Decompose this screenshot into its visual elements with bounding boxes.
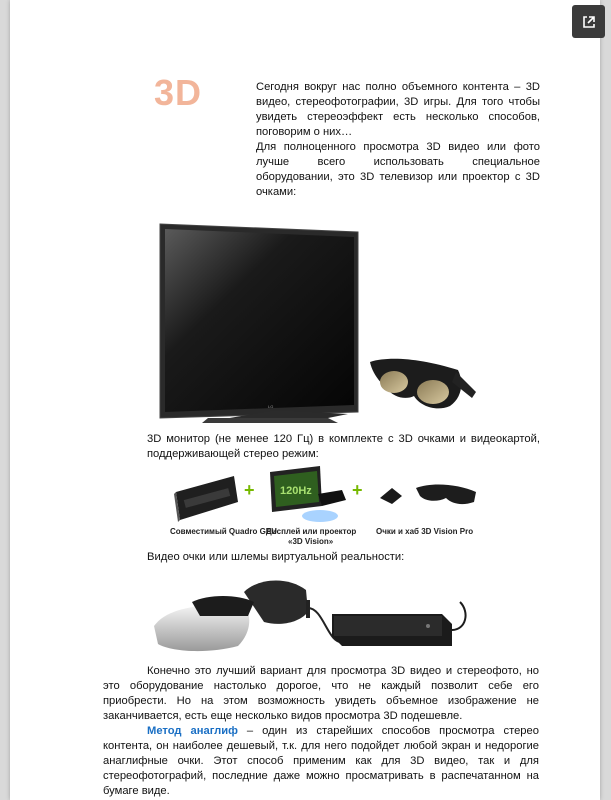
- 3d-glasses-image: [370, 359, 476, 409]
- hmd-caption: Видео очки или шлемы виртуальной реальности:: [147, 551, 405, 563]
- popout-icon: [581, 14, 597, 30]
- hub-and-glasses-image: [380, 485, 476, 505]
- display-label-1: Дисплей или проектор: [266, 527, 357, 536]
- monitor-caption: [147, 432, 540, 462]
- processor-unit-image: [332, 614, 452, 646]
- plus-sign-2: +: [352, 480, 363, 500]
- svg-text:LG: LG: [268, 404, 274, 409]
- 3d-vision-kit-image: [170, 462, 482, 550]
- anaglyph-method-term: Метод анаглиф: [147, 725, 238, 737]
- document-page: [10, 0, 600, 800]
- body-paragraph-1: Конечно это лучший вариант для просмотра 3D видео и стереофото, но это оборудование настолько дорогое, что не каждый позволит себе его приобрести. Но на этом возможность увидеть объемное изображение не заканчивается, есть еще несколько видов просмотра 3D подешевле.: [103, 665, 539, 722]
- glasses-label: Очки и хаб 3D Vision Pro: [376, 527, 474, 536]
- gpu-image: [174, 476, 238, 522]
- intro-text: [256, 80, 540, 200]
- display-image: [270, 466, 346, 522]
- intro-paragraph-1: Сегодня вокруг нас полно объемного контента – 3D видео, стереофотографии, 3D игры. Для того чтобы увидеть стереоэффект есть несколько способов, поговорим о них…: [256, 81, 540, 138]
- tv-and-glasses-image: [158, 222, 478, 427]
- monitor-caption-text: 3D монитор (не менее 120 Гц) в комплекте с 3D очками и видеокартой, поддерживающей стерео режим:: [147, 433, 540, 460]
- popout-button[interactable]: [572, 5, 605, 38]
- headset-image: [154, 580, 308, 651]
- body-text: [103, 664, 539, 799]
- display-label-2: «3D Vision»: [288, 537, 334, 546]
- plus-sign-1: +: [244, 480, 255, 500]
- page-heading: 3D: [154, 72, 203, 113]
- body-paragraph-2-text: – один из старейших способов просмотра стерео контента, он наиболее дешевый, т.к. для него подойдет любой экран и недорогие анаглифные очки. Этот способ применим как для 3D видео, так и для стереофотографий, последние даже можно просматривать в распечатанном на бумаге виде.: [103, 725, 539, 797]
- hmd-image: [148, 572, 478, 664]
- display-screen-text: 120Hz: [280, 485, 312, 497]
- body-paragraph-2: [103, 724, 539, 799]
- intro-paragraph-2: Для полноценного просмотра 3D видео или фото лучше всего использовать специальное оборудовании, это 3D телевизор или проектор с 3D очками:: [256, 141, 540, 198]
- gpu-label: Совместимый Quadro GPU: [170, 527, 277, 536]
